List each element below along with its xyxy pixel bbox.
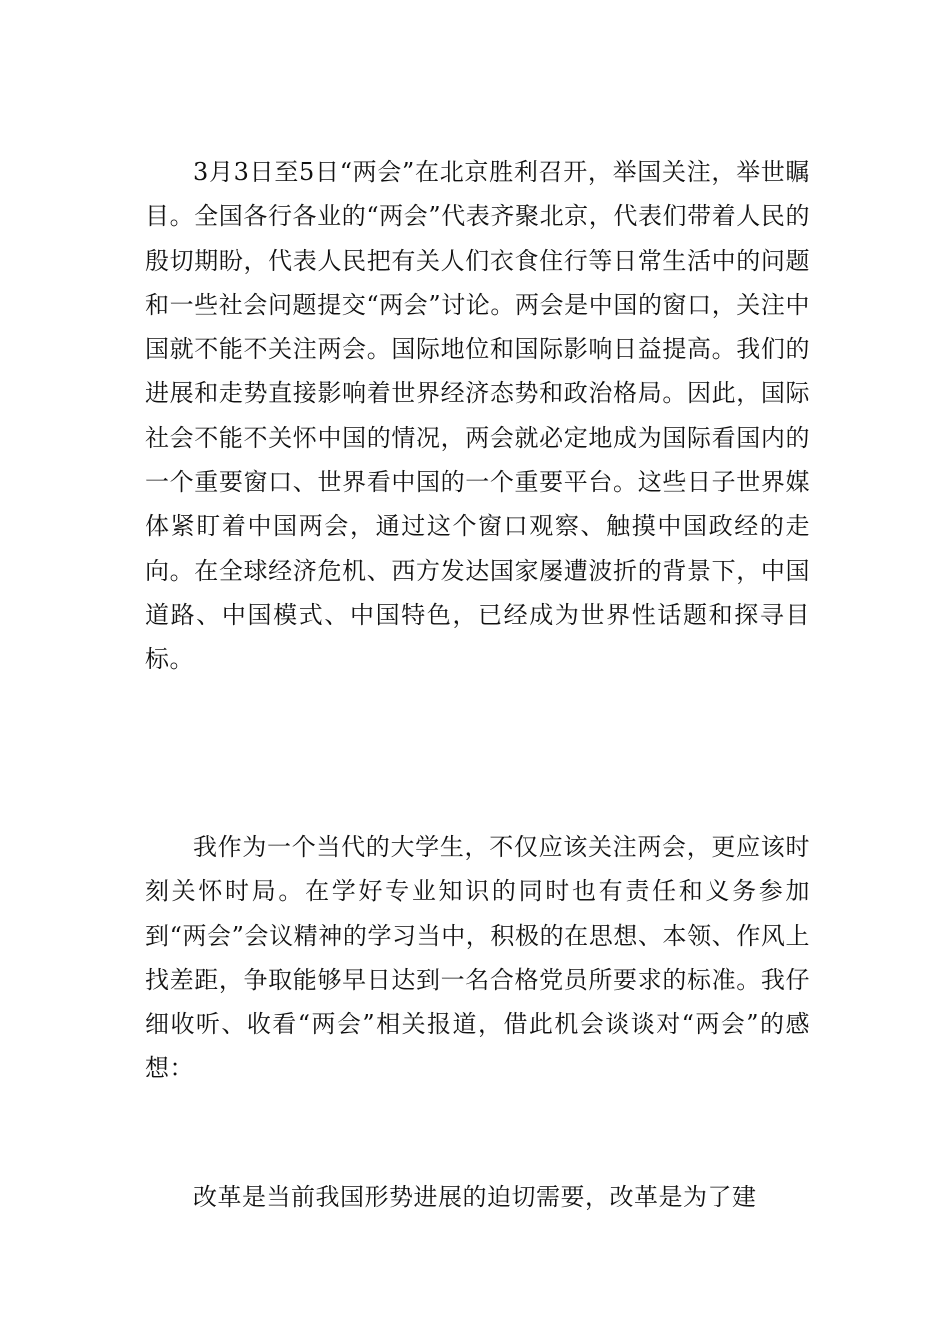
paragraph-3: 改革是当前我国形势进展的迫切需要，改革是为了建 — [193, 1183, 757, 1211]
paragraph-1: 3月3日至5日“两会”在北京胜利召开，举国关注，举世瞩目。全国各行各业的“两会”代表齐聚北京，代表们带着人民的殷切期盼，代表人民把有关人们衣食住行等日常生活中的问题和一些社会问题提交“两会”讨论。两会是中国的窗口，关注中国就不能不关注两会。国际地位和国际影响日益提高。我们的进展和走势直接影响着世界经济态势和政治格局。因此，国际社会不能不关怀中国的情况，两会就必定地成为国际看国内的一个重要窗口、世界看中国的一个重要平台。这些日子世界媒体紧盯着中国两会，通过这个窗口观察、触摸中国政经的走向。在全球经济危机、西方发达国家屡遭波折的背景下，中国道路、中国模式、中国特色，已经成为世界性话题和探寻目标。 — [145, 158, 810, 674]
paragraph-2: 我作为一个当代的大学生，不仅应该关注两会，更应该时刻关怀时局。在学好专业知识的同时也有责任和义务参加到“两会”会议精神的学习当中，积极的在思想、本领、作风上找差距，争取能够早日达到一名合格党员所要求的标准。我仔细收听、收看“两会”相关报道，借此机会谈谈对“两会”的感想： — [145, 833, 810, 1083]
